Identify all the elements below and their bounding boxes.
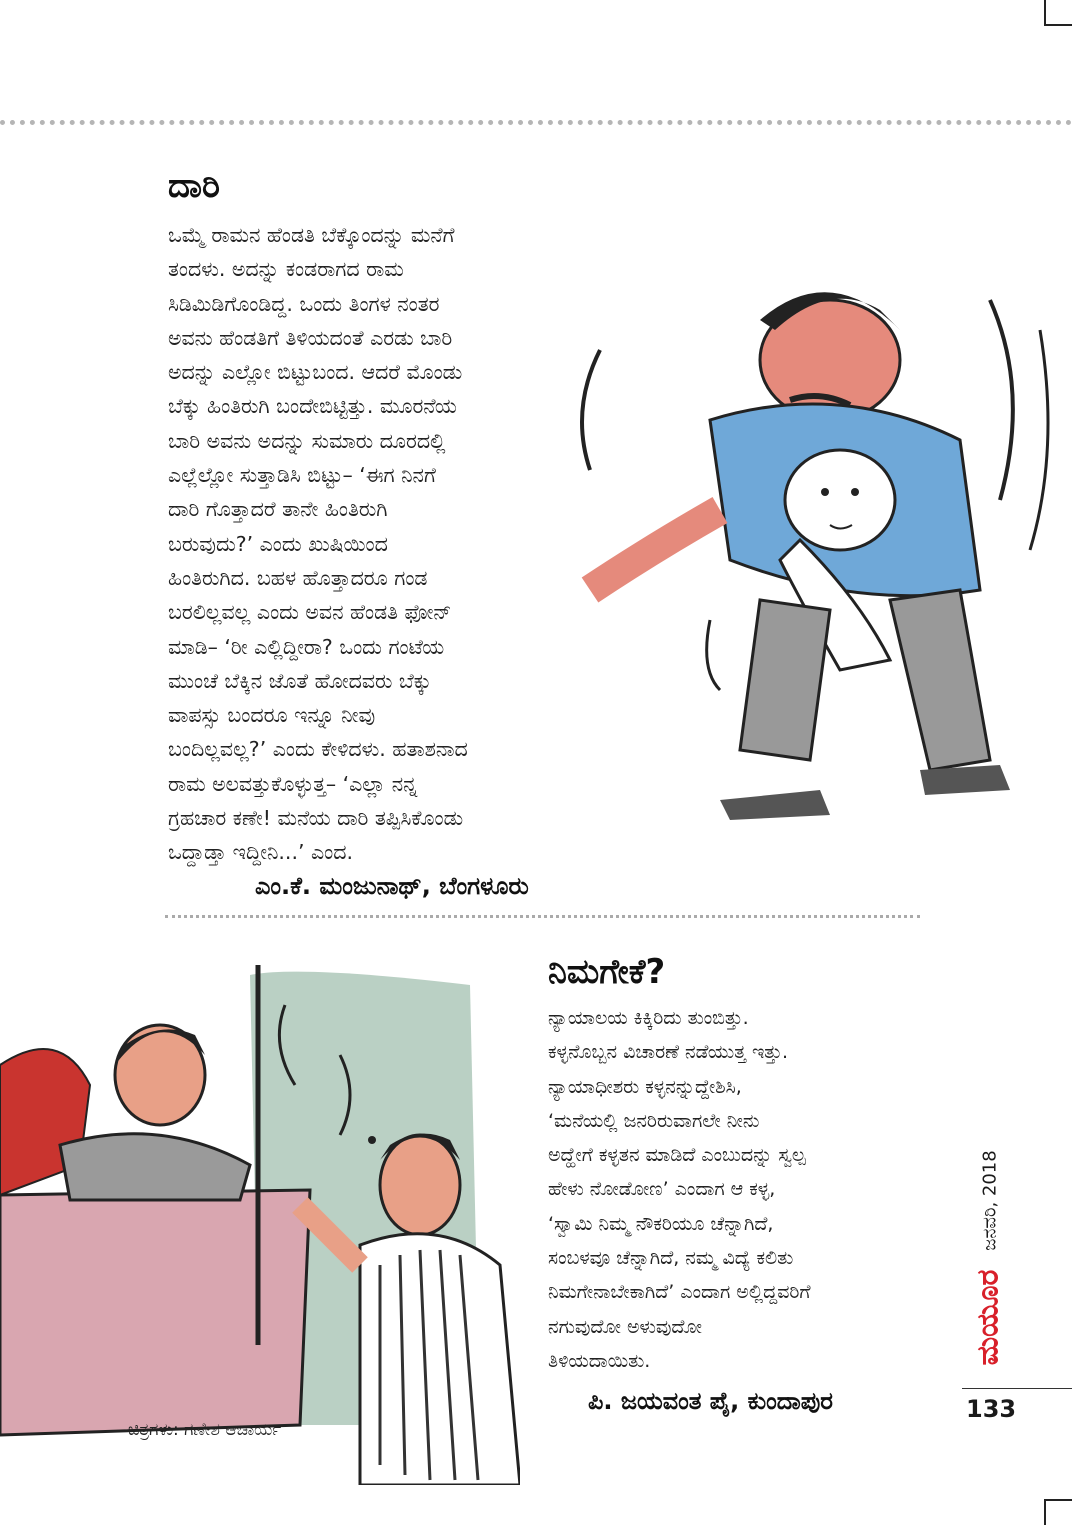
story2-title: ನಿಮಗೇಕೆ? — [548, 952, 666, 992]
page-number: 133 — [966, 1395, 1017, 1423]
man-leg-right — [890, 590, 990, 770]
man-leg-left — [740, 600, 830, 760]
judge-robe — [60, 1134, 250, 1200]
issue-date: ಜನವರಿ, 2018 — [979, 1150, 1001, 1251]
motion-line-right-outer — [1030, 330, 1048, 550]
header-dotted-rule — [0, 120, 1072, 125]
motion-line-bottom — [707, 620, 720, 690]
crop-mark-top-right — [1044, 0, 1072, 26]
motion-line-left — [582, 350, 600, 470]
cat-man-illustration — [560, 270, 1060, 830]
ink-dot — [368, 1136, 376, 1144]
story2-byline: ಪಿ. ಜಯವಂತ ಪೈ, ಕುಂದಾಪುರ — [588, 1387, 833, 1415]
man-arm-left — [590, 510, 720, 590]
story2-body: ನ್ಯಾಯಾಲಯ ಕಿಕ್ಕಿರಿದು ತುಂಬಿತ್ತು. ಕಳ್ಳನೊಬ್ಬನ ವಿಚಾರಣೆ ನಡೆಯುತ್ತ ಇತ್ತು. ನ್ಯಾಯಾಧೀಶರು ಕಳ್ಳನನ್ನುದ್ದೇಶಿಸಿ, ‘ಮನೆಯಲ್ಲಿ ಜನರಿರುವಾಗಲೇ ನೀನು ಅದ್ಹೇಗೆ ಕಳ್ಳತನ ಮಾಡಿದೆ ಎಂಬುದನ್ನು ಸ್ವಲ್ಪ ಹೇಳು ನೋಡೋಣ’ ಎಂದಾಗ ಆ ಕಳ್ಳ, ‘ಸ್ವಾಮಿ ನಿಮ್ಮ ನೌಕರಿಯೂ ಚೆನ್ನಾಗಿದೆ, ಸಂಬಳವೂ ಚೆನ್ನಾಗಿದೆ, ನಮ್ಮ ವಿದ್ಯೆ ಕಲಿತು ನಿಮಗೇನಾಬೇಕಾಗಿದೆ’ ಎಂದಾಗ ಅಲ್ಲಿದ್ದವರಿಗೆ ನಗುವುದೋ ಅಳುವುದೋ ತಿಳಿಯದಾಯಿತು. — [548, 1007, 811, 1372]
cat-eye-left — [821, 488, 829, 496]
magazine-name: ಮಯೂರ — [970, 1269, 1006, 1366]
cat-eye-right — [851, 488, 859, 496]
story1-title: ದಾರಿ — [168, 166, 220, 206]
thief-head — [380, 1135, 460, 1235]
man-shoe-right — [920, 765, 1010, 795]
story-separator — [165, 915, 920, 918]
crop-mark-bottom-right — [1044, 1499, 1072, 1525]
man-shoe-left — [720, 790, 830, 820]
judge-bench — [0, 1190, 310, 1435]
cat-head — [785, 450, 895, 550]
courtroom-illustration — [0, 965, 520, 1485]
illustration-credit: ಚಿತ್ರಗಳು: ಗಣೇಶ ಆಚಾರ್ಯ — [128, 1420, 282, 1440]
story1-byline: ಎಂ.ಕೆ. ಮಂಜುನಾಥ್, ಬೆಂಗಳೂರು — [255, 872, 529, 900]
page-number-rule — [962, 1388, 1072, 1389]
motion-line-right — [990, 300, 1013, 500]
story1-body: ಒಮ್ಮೆ ರಾಮನ ಹೆಂಡತಿ ಬೆಕ್ಕೊಂದನ್ನು ಮನೆಗೆ ತಂದಳು. ಅದನ್ನು ಕಂಡರಾಗದ ರಾಮ ಸಿಡಿಮಿಡಿಗೊಂಡಿದ್ದ. ಒಂದು ತಿಂಗಳ ನಂತರ ಅವನು ಹೆಂಡತಿಗೆ ತಿಳಿಯದಂತೆ ಎರಡು ಬಾರಿ ಅದನ್ನು ಎಲ್ಲೋ ಬಿಟ್ಟುಬಂದ. ಆದರೆ ಮೊಂಡು ಬೆಕ್ಕು ಹಿಂತಿರುಗಿ ಬಂದೇಬಿಟ್ಟಿತ್ತು. ಮೂರನೆಯ ಬಾರಿ ಅವನು ಅದನ್ನು ಸುಮಾರು ದೂರದಲ್ಲಿ ಎಲ್ಲೆಲ್ಲೋ ಸುತ್ತಾಡಿಸಿ ಬಿಟ್ಟು– ‘ಈಗ ನಿನಗೆ ದಾರಿ ಗೊತ್ತಾದರೆ ತಾನೇ ಹಿಂತಿರುಗಿ ಬರುವುದು?’ ಎಂದು ಖುಷಿಯಿಂದ ಹಿಂತಿರುಗಿದ. ಬಹಳ ಹೊತ್ತಾದರೂ ಗಂಡ ಬರಲಿಲ್ಲವಲ್ಲ ಎಂದು ಅವನ ಹೆಂಡತಿ ಫೋನ್ ಮಾಡಿ– ‘ರೀ ಎಲ್ಲಿದ್ದೀರಾ? ಒಂದು ಗಂಟೆಯ ಮುಂಚೆ ಬೆಕ್ಕಿನ ಜೊತೆ ಹೋದವರು ಬೆಕ್ಕು ವಾಪಸ್ಸು ಬಂದರೂ ಇನ್ನೂ ನೀವು ಬಂದಿಲ್ಲವಲ್ಲ?’ ಎಂದು ಕೇಳಿದಳು. ಹತಾಶನಾದ ರಾಮ ಅಲವತ್ತುಕೊಳ್ಳುತ್ತ– ‘ಎಲ್ಲಾ ನನ್ನ ಗ್ರಹಚಾರ ಕಣೇ! ಮನೆಯ ದಾರಿ ತಪ್ಪಿಸಿಕೊಂಡು ಒದ್ದಾಡ್ತಾ ಇದ್ದೀನಿ...’ ಎಂದ. — [168, 223, 468, 865]
